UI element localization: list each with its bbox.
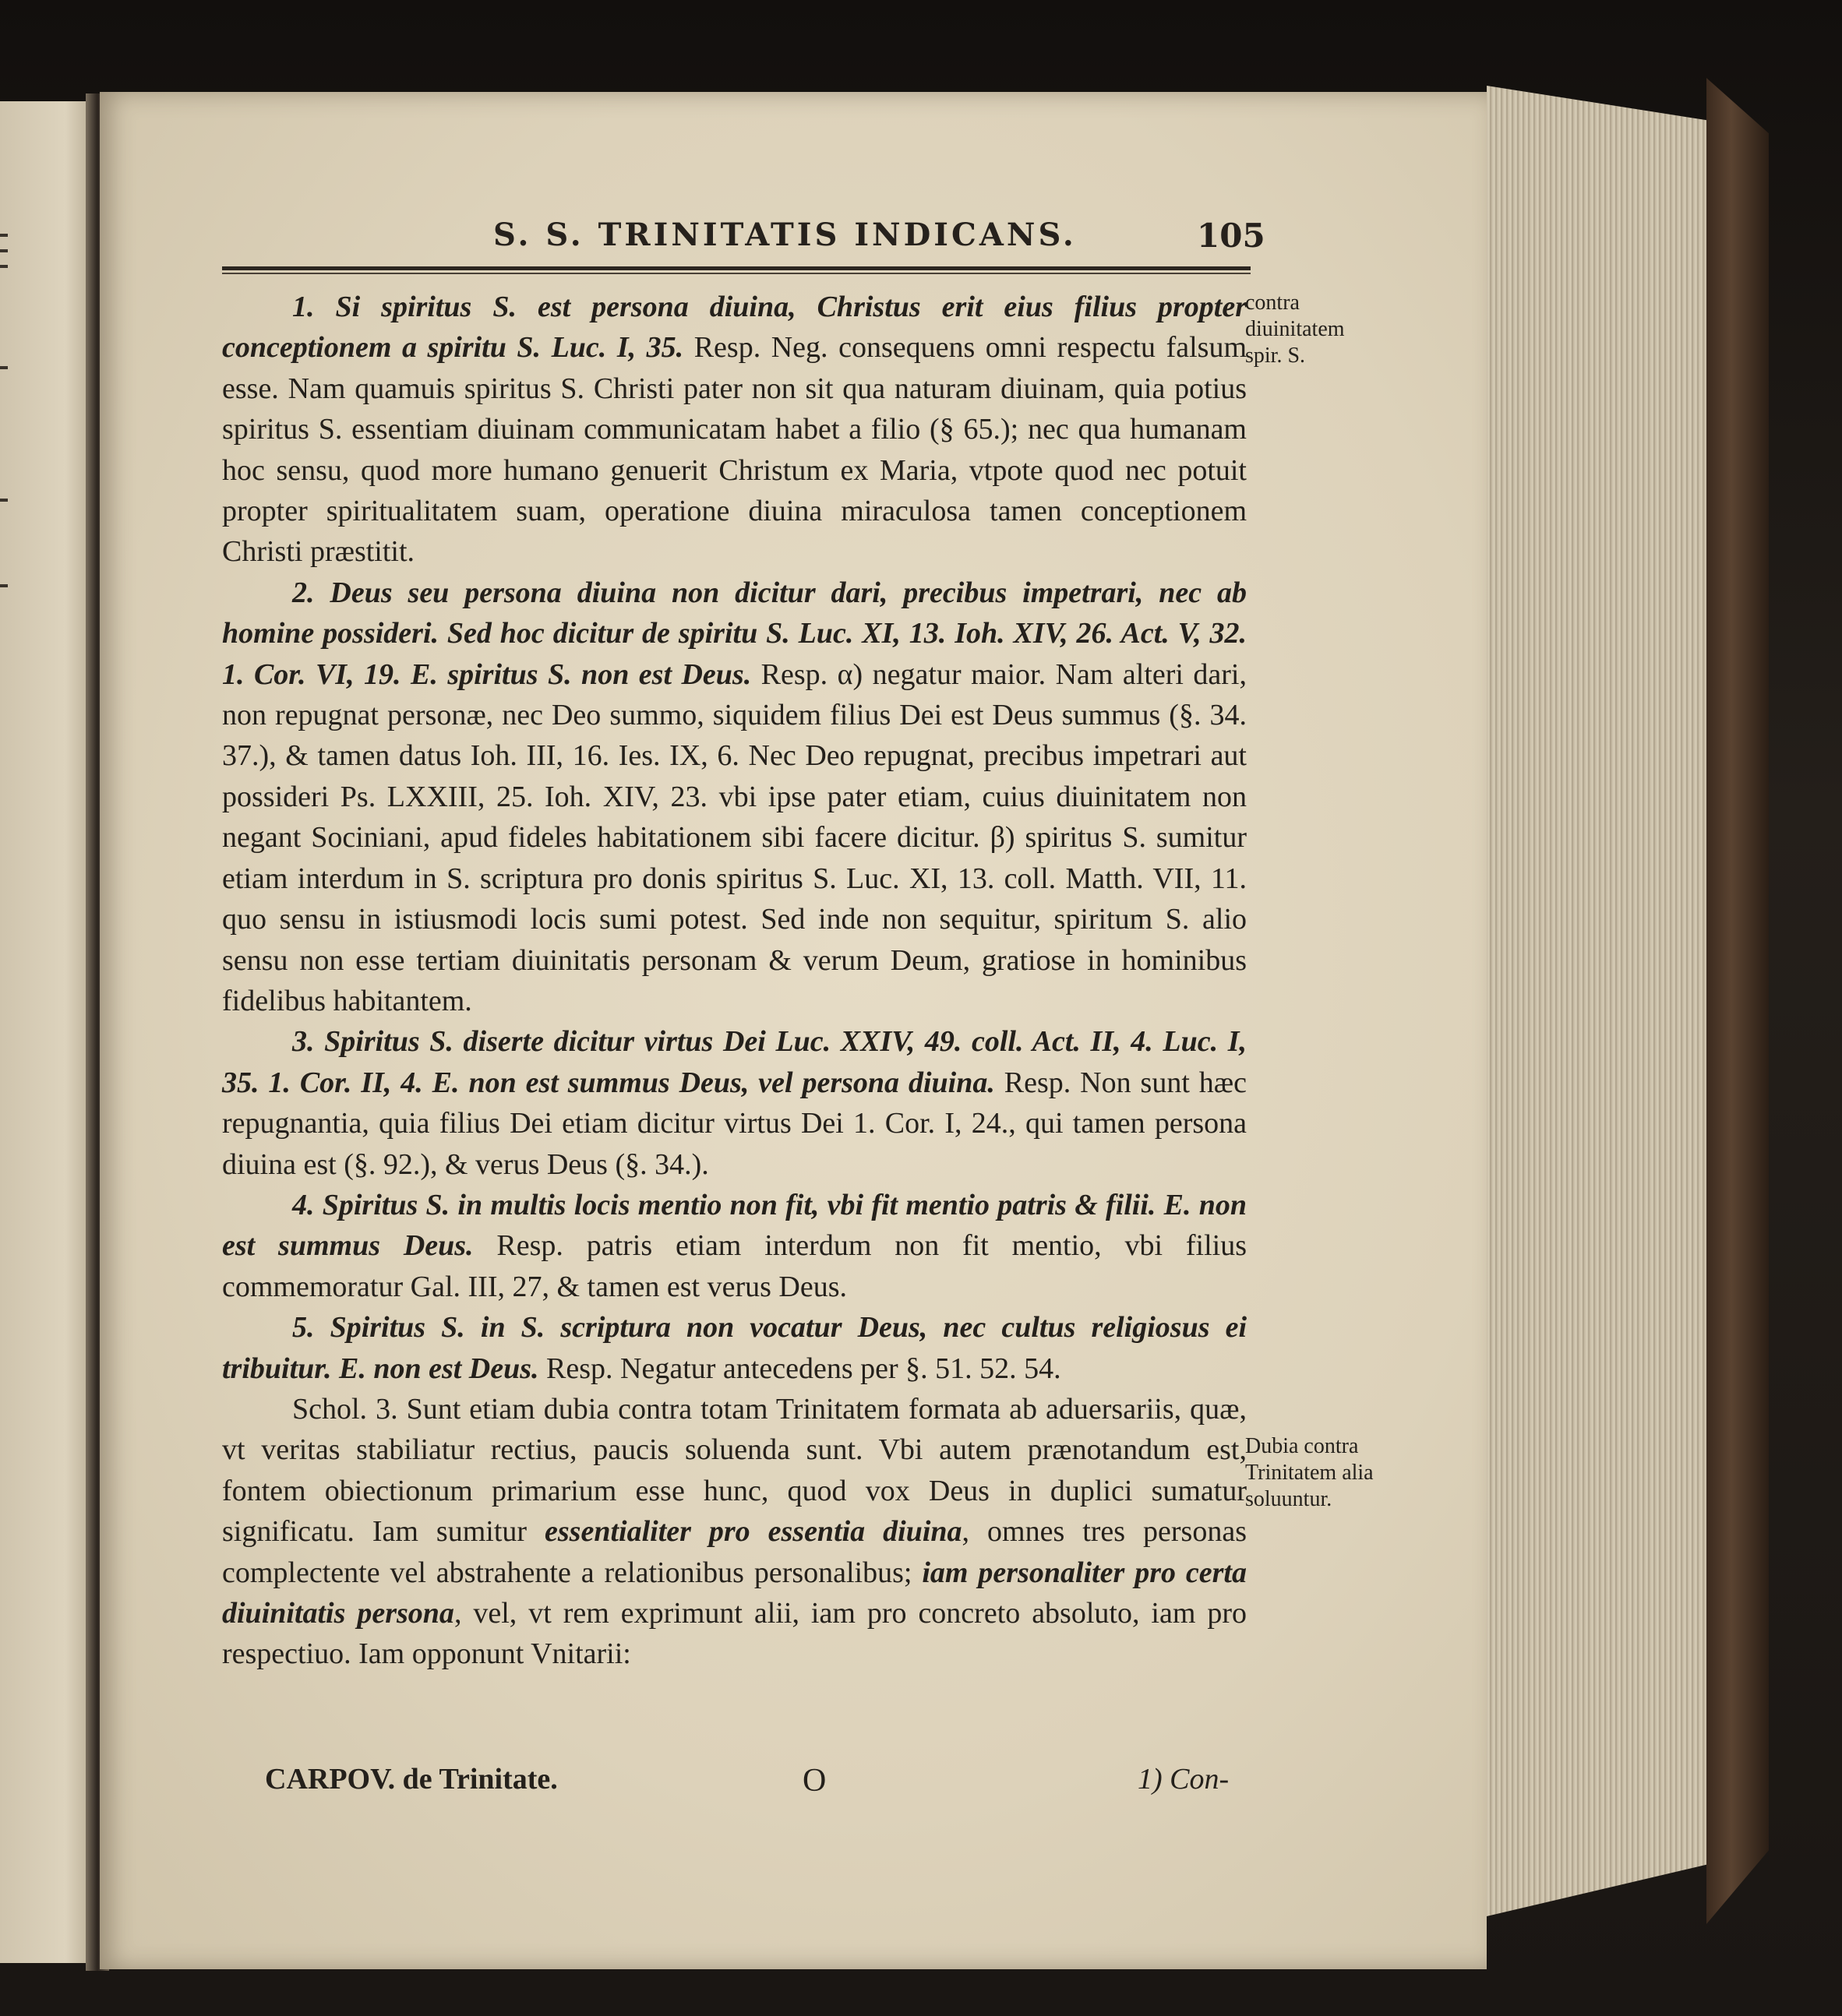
objection-text: 2. Deus seu persona diuina non dicitur dari, precibus impetrari, nec ab homine possideri. Sed hoc dicitur de spiritu S. Luc. XI, 13. Ioh. XIV, 26. Act. V, 32. 1. Cor. VI, 19. E. spiritus S. non est Deus. (222, 576, 1247, 691)
response-text: Resp. Negatur antecedens per §. 51. 52. 54. (538, 1352, 1061, 1385)
objection-paragraph (222, 1185, 1247, 1307)
page-header (100, 217, 1487, 263)
objection-paragraph (222, 573, 1247, 1021)
response-text: Resp. Neg. consequens omni respectu falsum esse. Nam quamuis spiritus S. Christi pater non sit qua naturam diuinam, quia potius spiritus S. essentiam diuinam communicatam habet a filio (§ 65.); nec qua humanam hoc sensu, quod more humano genuerit Christum ex Maria, vtpote quod nec potuit propter spiritualitatem suam, operatione diuina miraculosa tamen conceptionem Christi præstitit. (222, 331, 1247, 569)
ink-mark (0, 234, 8, 237)
facing-page-edge (0, 101, 94, 1963)
ink-mark (0, 249, 8, 252)
page-footer (222, 1762, 1247, 1801)
scholion-tail: , vel, vt rem exprimunt alii, iam pro concreto absoluto, iam pro respectiuo. Iam opponunt Vnitarii: (222, 1597, 1247, 1671)
objection-text: 4. Spiritus S. in multis locis mentio non fit, vbi fit mentio patris & filii. E. non est summus Deus. (222, 1188, 1247, 1263)
objection-paragraph (222, 1021, 1247, 1185)
page-edges (1487, 86, 1720, 1916)
ink-mark (0, 265, 8, 268)
margin-note-1: contra diuinitatem spir. S. (1245, 291, 1345, 368)
scholion-lead: Schol. 3. Sunt etiam dubia contra totam Trinitatem formata ab aduersariis, quæ, vt veritas stabiliatur rectius, paucis soluenda sunt. Vbi autem prænotandum est, fontem obiectionum primarium esse hunc, quod vox Deus in duplici sumatur significatu. Iam sumitur (222, 1392, 1247, 1549)
objection-paragraph (222, 1307, 1247, 1389)
header-rule (222, 266, 1251, 270)
response-text: Resp. patris etiam interdum non fit mentio, vbi filius commemoratur Gal. III, 27, & tamen est verus Deus. (222, 1229, 1247, 1303)
page-number: 105 (1197, 217, 1265, 255)
objection-text: 1. Si spiritus S. est persona diuina, Christus erit eius filius propter conceptionem a spiritu S. Luc. I, 35. (222, 291, 1247, 365)
header-rule-thin (222, 273, 1251, 274)
response-text: Resp. α) negatur maior. Nam alteri dari, non repugnat personæ, nec Deo summo, siquidem filius Dei est Deus summus (§. 34. 37.), & tamen datus Ioh. III, 16. Ies. IX, 6. Nec Deo repugnat, precibus impetrari aut possideri Ps. LXXIII, 25. Ioh. XIV, 23. vbi ipse pater etiam, cuius diuinitatem non negant Sociniani, apud fideles habitationem sibi facere dicitur. β) spiritus S. sumitur etiam interdum in S. scriptura pro donis spiritus S. Luc. XI, 13. coll. Matth. VII, 11. quo sensu in istiusmodi locis sumi potest. Sed inde non sequitur, spiritum S. alio sensu non esse tertiam diuinitatis personam & verum Deum, gratiose in hominibus fidelibus habitantem. (222, 657, 1247, 1017)
ink-mark (0, 499, 8, 502)
ink-mark (0, 584, 8, 587)
scholion-italic-1: essentialiter pro essentia diuina (545, 1515, 962, 1549)
running-head: S. S. TRINITATIS INDICANS. (493, 217, 1077, 253)
main-text (222, 287, 1247, 1675)
catchword: 1) Con- (1138, 1763, 1230, 1796)
scholion-italic-2: iam personaliter pro certa diuinitatis persona (222, 1556, 1247, 1630)
ink-mark (0, 366, 8, 369)
scholion-mid: , omnes tres personas complectente vel abstrahente a relationibus personalibus; (222, 1515, 1247, 1589)
response-text: Resp. Non sunt hæc repugnantia, quia filius Dei etiam dicitur virtus Dei 1. Cor. I, 24., qui tamen persona diuina est (§. 92.), & verus Deus (§. 34.). (222, 1066, 1247, 1181)
signature-mark: O (803, 1763, 827, 1799)
signature-line: CARPOV. de Trinitate. (265, 1763, 558, 1796)
objection-text: 5. Spiritus S. in S. scriptura non vocatur Deus, nec cultus religiosus ei tribuitur. E. non est Deus. (222, 1311, 1247, 1385)
book-cover-edge (1706, 78, 1769, 1924)
scholion-paragraph (222, 1389, 1247, 1675)
objection-text: 3. Spiritus S. diserte dicitur virtus Dei Luc. XXIV, 49. coll. Act. II, 4. Luc. I, 35. 1. Cor. II, 4. E. non est summus Deus, vel persona diuina. (222, 1025, 1247, 1099)
objection-paragraph (222, 287, 1247, 573)
margin-note-2: Dubia contra Trinitatem alia soluuntur. (1245, 1434, 1374, 1511)
